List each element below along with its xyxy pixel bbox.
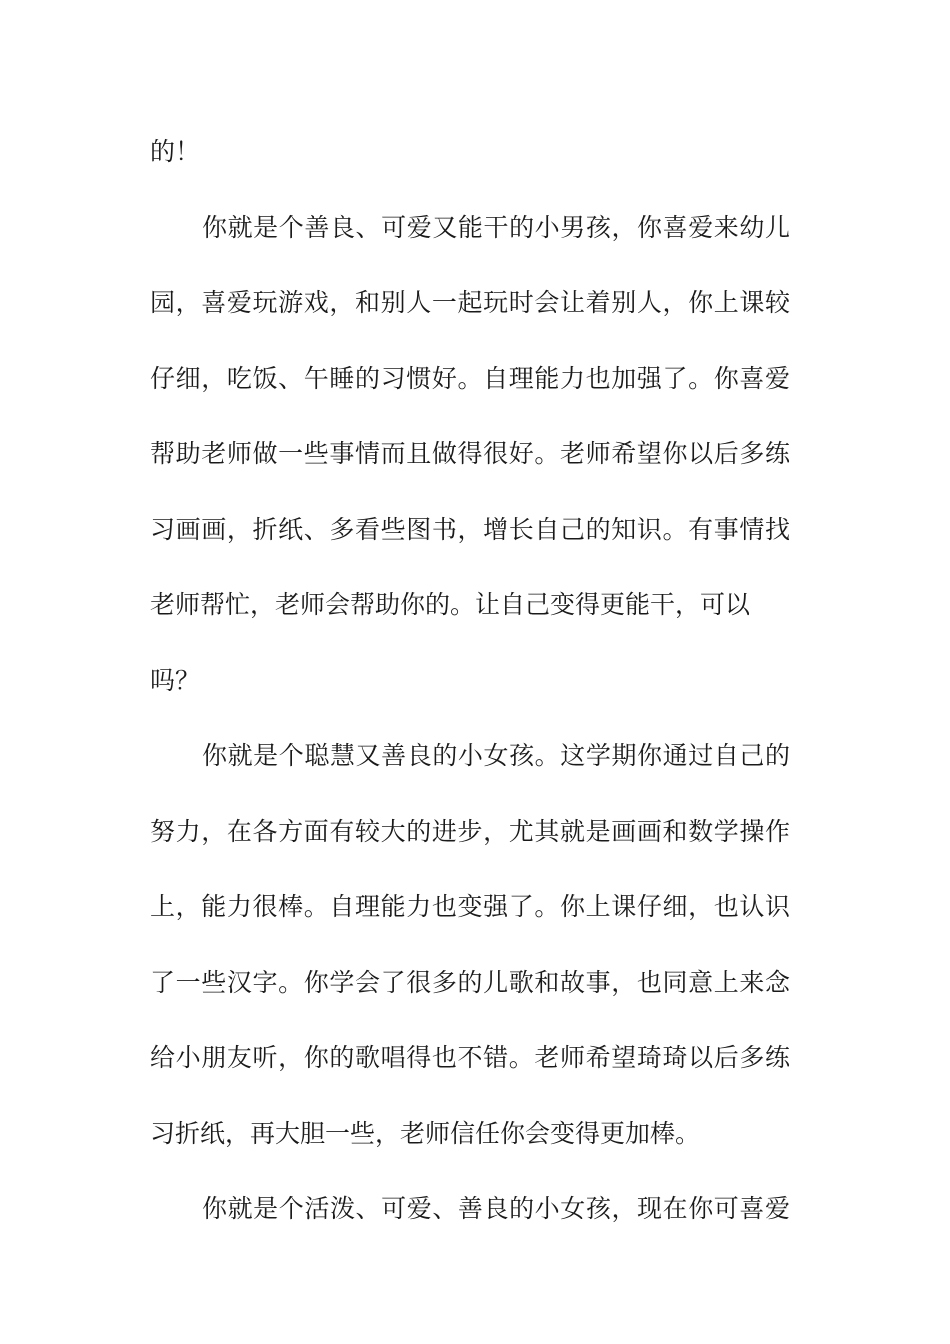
text-line: 努力，在各方面有较大的进步，尤其就是画画和数学操作 <box>150 816 790 846</box>
text-line: 给小朋友听，你的歌唱得也不错。老师希望琦琦以后多练 <box>150 1043 790 1072</box>
text-line: 帮助老师做一些事情而且做得很好。老师希望你以后多练 <box>150 439 790 468</box>
text-line: 上，能力很棒。自理能力也变强了。你上课仔细，也认识 <box>150 892 790 921</box>
text-line: 你就是个聪慧又善良的小女孩。这学期你通过自己的 <box>202 741 790 770</box>
text-line: 习画画，折纸、多看些图书，增长自己的知识。有事情找 <box>150 514 790 544</box>
body-text <box>150 114 790 1247</box>
text-line: 你就是个活泼、可爱、善良的小女孩，现在你可喜爱 <box>202 1194 790 1223</box>
text-line: 了一些汉字。你学会了很多的儿歌和故事，也同意上来念 <box>150 967 790 997</box>
text-line: 你就是个善良、可爱又能干的小男孩，你喜爱来幼儿 <box>202 212 790 242</box>
text-line: 园，喜爱玩游戏，和别人一起玩时会让着别人，你上课较 <box>150 288 790 317</box>
text-line: 的！ <box>150 137 201 166</box>
text-line: 仔细，吃饭、午睡的习惯好。自理能力也加强了。你喜爱 <box>150 363 790 393</box>
text-line: 吗？ <box>150 665 201 695</box>
text-line: 老师帮忙，老师会帮助你的。让自己变得更能干，可以 <box>150 590 751 619</box>
text-line: 习折纸，再大胆一些，老师信任你会变得更加棒。 <box>150 1118 701 1148</box>
